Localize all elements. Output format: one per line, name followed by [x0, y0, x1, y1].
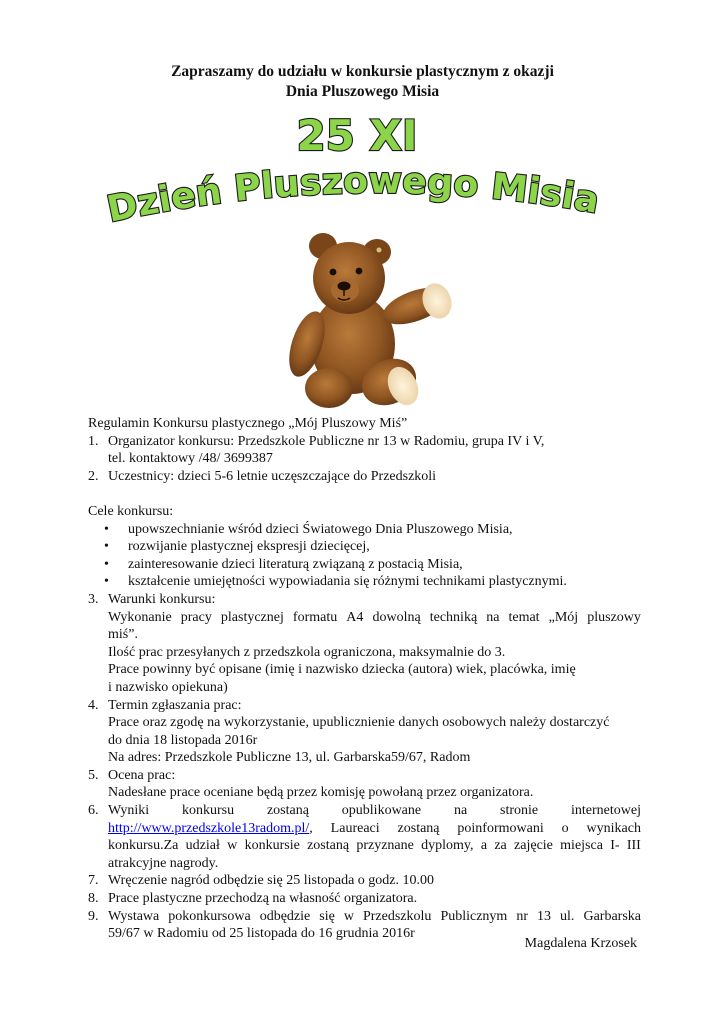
bullet: • [104, 556, 109, 572]
word: miejsca [560, 838, 603, 854]
regulations-text: Regulamin Konkursu plastycznego „Mój Pluszowy Miś” 1. Organizator konkursu: Przedszkole Publiczne nr 13 w Radomiu, grupa IV i V, tel. kontaktowy /48/ 3699387 2. Uczestnicy: dzieci 5-6 letnie uczęszczające do Przedszkoli Cele konkursu: • upowszechnianie wśród dzieci Światowego Dnia Pluszowego Misia, • rozwijanie plastycznej ekspresji dziecięcej, • zainteresowanie dzieci literaturą związaną z postacią Misia, • kształcenie umiejętności wypowiadania się różnymi technikami plastycznymi. 3. Warunki konkursu: Wykonanie pracy plastycznej formatu A4 dowolną techniką na temat „Mój pluszowy miś”. Ilość prac przesyłanych z przedszkola ograniczona, maksymalnie do 3. Prace powinny być opisane (imię i nazwisko dziecka (autora) wiek, placówka, imię i nazwisko opiekuna) 4. Termin zgłaszania prac: Prace oraz zgodę na wykorzystanie, upublicznienie danych osobowych należy dostarczyć do dnia 18 listopada 2016r Na adres: Przedszkole Publiczne 13, ul. Garbarska59/67, Radom 5. Ocena prac: Nadesłane prace oceniane będą przez komisję powołaną przez organizatora. 6. Wyniki konkursu zostaną opublikowane na stronie internetowej http://www.przedszkole13radom.pl/, Laureaci zostaną poinformowani o wynikach konkursu.Za udział w konkursie zostaną przyznane dyplomy, a za zajęcie miejsca I- III atrakcyjne nagrody. 7. Wręczenie nagród odbędzie się 25 listopada o godz. 10.00 8. Prace plastyczne przechodzą na własność organizatora. 9. Wystawa pokonkursowa odbędzie się w Przedszkolu Publicznym nr 13 ul. Garbarska 59/67 w Radomiu od 25 listopada do 16 grudnia 2016r [88, 416, 641, 942]
banner-date: 25 XI [296, 111, 418, 160]
list-number: 3. [88, 591, 99, 607]
word: temat [508, 609, 540, 625]
list-number: 8. [88, 891, 99, 907]
deadline-heading: Termin zgłaszania prac: [108, 697, 242, 713]
organizer-text: Organizator konkursu: Przedszkole Publiczne nr 13 w Radomiu, grupa IV i V, [108, 433, 545, 449]
regulations-heading: Regulamin Konkursu plastycznego „Mój Pluszowy Miś” [88, 416, 408, 431]
word: za [494, 838, 507, 854]
list-number: 4. [88, 697, 99, 713]
results-line-4: atrakcyjne nagrody. [108, 855, 219, 871]
list-number: 1. [88, 433, 99, 449]
word: Wystawa [108, 908, 160, 924]
conditions-description: Prace powinny być opisane (imię i nazwisko dziecka (autora) wiek, placówka, imię [108, 662, 576, 678]
word: pokonkursowa [168, 908, 251, 924]
wordart-banner [0, 110, 725, 240]
invitation-line-1: Zapraszamy do udziału w konkursie plastycznym z okazji [171, 63, 554, 80]
word: zostaną [266, 803, 309, 819]
word: w [227, 838, 238, 854]
word: dowolną [372, 609, 421, 625]
banner-title-text: Dzień Pluszowego Misia [103, 160, 602, 231]
deadline-address: Na adres: Przedszkole Publiczne 13, ul. Garbarska59/67, Radom [108, 750, 471, 766]
exhibition-line-2: 59/67 w Radomiu od 25 listopada do 16 grudnia 2016r [108, 926, 415, 942]
word: konkursie [244, 838, 300, 854]
word: 13 [537, 908, 552, 924]
conditions-heading: Warunki konkursu: [108, 591, 216, 607]
list-number: 7. [88, 873, 99, 889]
word: „Mój [548, 609, 579, 625]
word: na [453, 803, 468, 819]
conditions-limit: Ilość prac przesyłanych z przedszkola ograniczona, maksymalnie do 3. [108, 644, 506, 660]
word: internetowej [570, 803, 641, 819]
bullet: • [104, 539, 109, 555]
word: Przedszkolu [362, 908, 432, 924]
word: A4 [346, 609, 364, 625]
list-number: 9. [88, 908, 99, 924]
word: Wyniki [108, 803, 150, 819]
word: dyplomy, [421, 838, 474, 854]
list-number: 6. [88, 803, 99, 819]
goal-item: • rozwijanie plastycznej ekspresji dziecięcej, [104, 539, 370, 555]
exhibition-line-1 [88, 908, 641, 926]
participants-text: Uczestnicy: dzieci 5-6 letnie uczęszczające do Przedszkoli [108, 468, 437, 484]
word: przyznane [356, 838, 414, 854]
word: się [319, 908, 335, 924]
word: formatu [292, 609, 338, 625]
word: konkursu [182, 803, 235, 819]
goals-heading: Cele konkursu: [88, 503, 174, 519]
results-line-2: http://www.przedszkole13radom.pl/, Laureaci zostaną poinformowani o wynikach [108, 820, 641, 836]
organizer-phone: tel. kontaktowy /48/ 3699387 [108, 451, 273, 467]
word: zostaną [307, 838, 350, 854]
banner-title [104, 161, 603, 231]
word: a [480, 838, 488, 854]
invitation-heading [0, 62, 725, 102]
invitation-line-2: Dnia Pluszowego Misia [285, 83, 440, 100]
word: techniką [429, 609, 478, 625]
word: pracy [180, 609, 212, 625]
goal-item: • kształcenie umiejętności wypowiadania się różnymi technikami plastycznymi. [104, 574, 567, 590]
results-line-3 [88, 837, 641, 855]
word: na [486, 609, 500, 625]
awards-text: Wręczenie nagród odbędzie się 25 listopada o godz. 10.00 [108, 873, 434, 889]
evaluation-heading: Ocena prac: [108, 767, 176, 783]
word: udział [185, 838, 220, 854]
website-link[interactable]: http://www.przedszkole13radom.pl/ [108, 820, 310, 836]
bullet: • [104, 574, 109, 590]
word: konkursu.Za [108, 838, 179, 854]
list-number: 5. [88, 767, 99, 783]
conditions-paragraph [88, 609, 641, 627]
word: I- [610, 838, 620, 854]
word: ul. [560, 908, 575, 924]
word: zajęcie [514, 838, 553, 854]
bullet: • [104, 521, 109, 537]
word: III [626, 838, 641, 854]
results-line-1 [88, 802, 641, 820]
word: odbędzie [259, 908, 311, 924]
word: Garbarska [583, 908, 641, 924]
word: pluszowy [587, 609, 641, 625]
deadline-text: Prace oraz zgodę na wykorzystanie, upublicznienie danych osobowych należy dostarczyć [108, 715, 610, 731]
signature: Magdalena Krzosek [524, 936, 637, 951]
word: stronie [500, 803, 539, 819]
ownership-text: Prace plastyczne przechodzą na własność organizatora. [108, 891, 418, 907]
word: opublikowane [341, 803, 422, 819]
word: plastycznej [220, 609, 284, 625]
goal-item: • upowszechnianie wśród dzieci Światowego Dnia Pluszowego Misia, [104, 521, 513, 537]
goal-item: • zainteresowanie dzieci literaturą związaną z postacią Misia, [104, 556, 463, 572]
word: Wykonanie [108, 609, 172, 625]
word: nr [516, 908, 529, 924]
word: w [343, 908, 354, 924]
teddy-bear-icon [265, 226, 465, 416]
list-number: 2. [88, 468, 99, 484]
word: Publicznym [440, 908, 508, 924]
evaluation-text: Nadesłane prace oceniane będą przez komisję powołaną przez organizatora. [108, 785, 534, 801]
